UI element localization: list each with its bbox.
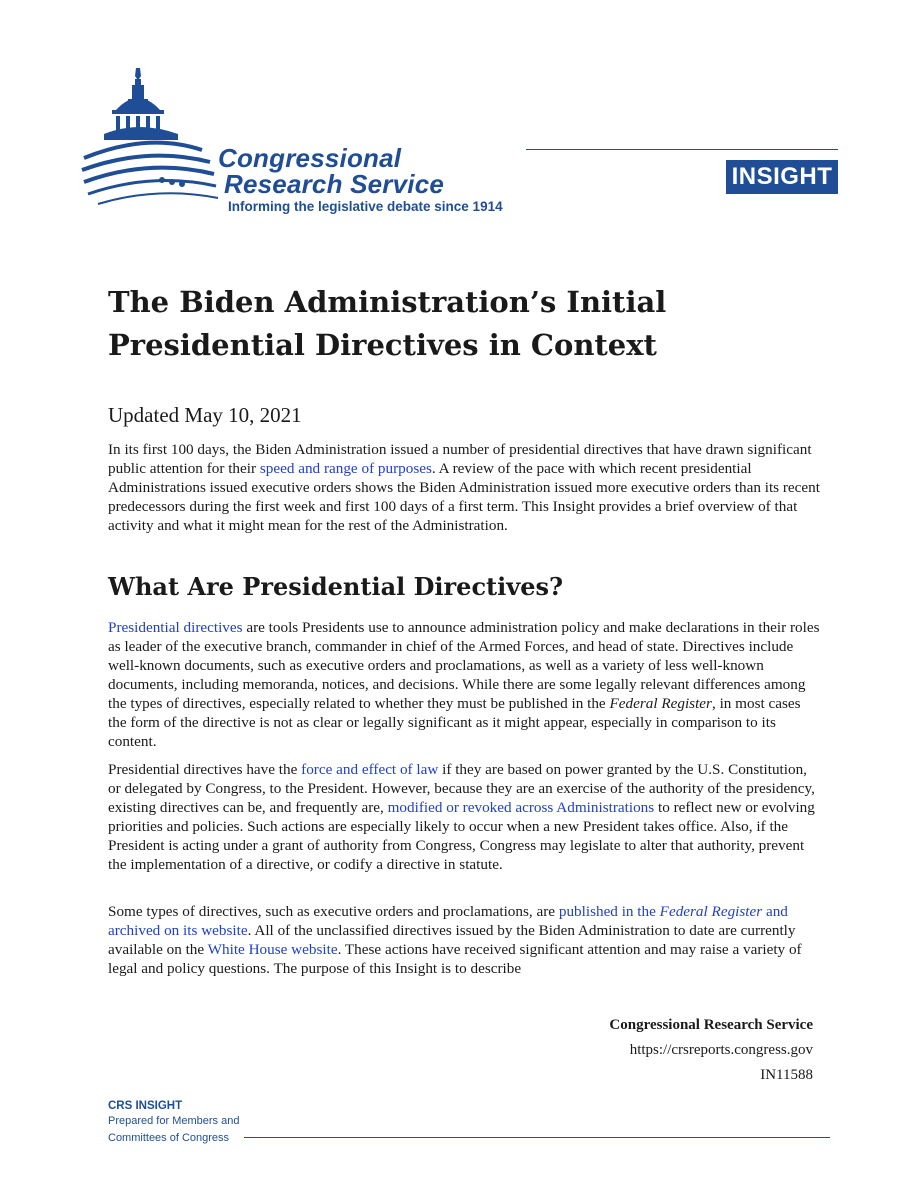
federal-register-italic: Federal Register <box>609 695 712 712</box>
prepared-line-1: Prepared for Members and <box>108 1115 240 1127</box>
section-paragraph-1 <box>108 618 820 751</box>
footer-divider <box>244 1137 830 1138</box>
link-presidential-directives[interactable]: Presidential directives <box>108 619 243 636</box>
intro-text-2: . A review of the pace with which recent presidential Administrations issued executive orders shows the Biden Administration issued more executive orders than its recent predecessors during the first week and first 100 days of a first term. This Insight provides a brief overview of that activity and what it might mean for the rest of the Administration. <box>108 460 820 534</box>
p2-text-3: to reflect new or evolving priorities and policies. Such actions are especially likely to occur when a new President takes office. Also, if the President is acting under a grant of authority from Congress, Congress may legislate to alter that authority, prevent the implementation of a directive, or codify a directive in statute. <box>108 799 815 873</box>
link-published-in-federal-register[interactable] <box>559 903 762 920</box>
logo-tagline: Informing the legislative debate since 1914 <box>228 199 503 214</box>
footer-org-name: Congressional Research Service <box>609 1017 813 1033</box>
section-paragraph-2 <box>108 760 820 874</box>
link-modified-or-revoked[interactable]: modified or revoked across Administrations <box>387 799 655 816</box>
section-heading: What Are Presidential Directives? <box>108 572 564 601</box>
logo-text-line1: Congressional <box>218 143 402 173</box>
p3-text-3: . These actions have received significant attention and may raise a variety of legal and policy questions. The purpose of this Insight is to describe <box>108 941 802 977</box>
p1-text-2: , in most cases the form of the directive is not as clear or legally significant as it might appear, especially in comparison to its content. <box>108 695 801 750</box>
p3-text-1: Some types of directives, such as executive orders and proclamations, are <box>108 903 559 920</box>
insight-badge: INSIGHT <box>726 160 838 194</box>
intro-paragraph <box>108 440 820 535</box>
document-title: The Biden Administration’s Initial Presidential Directives in Context <box>108 285 667 362</box>
updated-date: Updated May 10, 2021 <box>108 403 302 427</box>
header-divider <box>526 149 838 150</box>
section-paragraph-3 <box>108 902 820 978</box>
link-speed-and-range[interactable]: speed and range of purposes <box>259 460 432 477</box>
link-force-and-effect[interactable]: force and effect of law <box>301 761 439 778</box>
footer-report-id: IN11588 <box>760 1067 813 1083</box>
link-archived-on-website[interactable]: and archived on its website <box>108 903 788 939</box>
prepared-line-2: Committees of Congress <box>108 1132 230 1144</box>
crs-logo <box>78 62 838 232</box>
p3-text-2: . All of the unclassified directives issued by the Biden Administration to date are currently available on the <box>108 922 796 958</box>
footer-url[interactable]: https://crsreports.congress.gov <box>629 1042 813 1058</box>
link-published-text[interactable]: published in the <box>558 903 660 920</box>
intro-text-1: In its first 100 days, the Biden Administration issued a number of presidential directives that have drawn significant public attention for their <box>108 441 812 477</box>
logo-text-line2: Research Service <box>224 169 445 199</box>
capitol-dome-icon <box>78 62 228 222</box>
p2-text-2: if they are based on power granted by the U.S. Constitution, or delegated by Congress, to the President. However, because they are an exercise of the authority of the presidency, existing directives can be, and frequently are, <box>108 761 815 816</box>
p1-text-1: are tools Presidents use to announce administration policy and make declarations in their roles as leader of the executive branch, commander in chief of the Armed Forces, and head of state. Directives include well-known documents, such as executive orders and proclamations, as well as a variety of less well-known documents, including memoranda, notices, and decisions. While there are some legally relevant differences among the types of directives, especially related to whether they must be published in the <box>108 619 820 712</box>
prepared-for-label <box>108 1113 308 1147</box>
link-white-house-website[interactable]: White House website <box>207 941 338 958</box>
link-federal-register-italic[interactable]: Federal Register <box>659 903 763 920</box>
p2-text-1: Presidential directives have the <box>108 761 302 778</box>
footer-info <box>609 1013 813 1088</box>
crs-insight-label: CRS INSIGHT <box>108 1100 183 1112</box>
